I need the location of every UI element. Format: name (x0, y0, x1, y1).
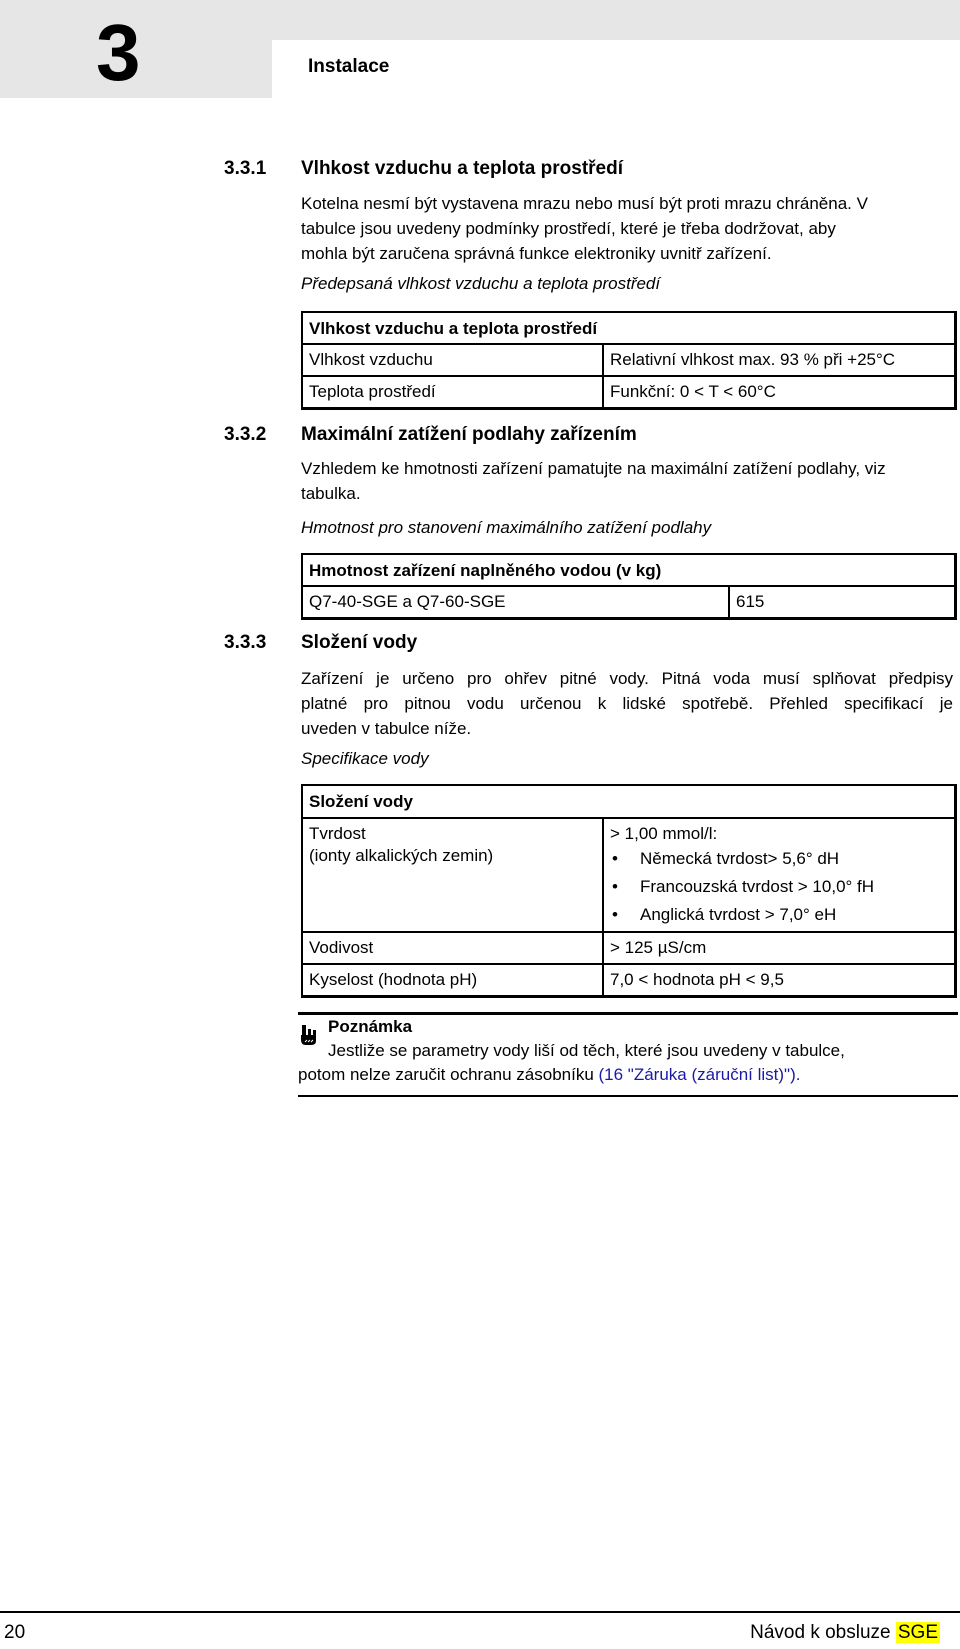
row-label (303, 819, 602, 931)
page-number: 20 (4, 1622, 26, 1643)
table-row (303, 933, 954, 965)
table-row (303, 345, 954, 377)
paragraph-line: mohla být zaručena správná funkce elektroniky uvnitř zařízení. (301, 244, 772, 263)
warranty-link[interactable]: (16 "Záruka (záruční list)"). (598, 1065, 801, 1084)
hardness-sublabel: (ionty alkalických zemin) (309, 846, 494, 865)
weight-table (301, 553, 957, 620)
row-value: > 125 µS/cm (610, 938, 707, 957)
doc-title: Návod k obsluze (750, 1622, 891, 1643)
chapter-number: 3 (96, 8, 141, 97)
row-label: Vlhkost vzduchu (309, 350, 433, 369)
note-title: Poznámka (328, 1017, 413, 1036)
hardness-label: Tvrdost (309, 824, 366, 843)
note-line: Jestliže se parametry vody liší od těch, které jsou uvedeny v tabulce, (328, 1041, 845, 1060)
list-item: • Francouzská tvrdost > 10,0° fH (610, 873, 948, 901)
paragraph-line: platné pro pitnou vodu určenou k lidské spotřebě. Přehled specifikací je (301, 694, 953, 713)
note-top-rule (298, 1012, 958, 1015)
paragraph-line: Zařízení je určeno pro ohřev pitné vody. Pitná voda musí splňovat předpisy (301, 669, 953, 688)
table-row (303, 819, 954, 933)
table-row (303, 377, 954, 407)
note-line (298, 1063, 938, 1087)
section-paragraph (301, 456, 960, 506)
table-header: Hmotnost zařízení naplněného vodou (v kg) (309, 561, 662, 580)
table-header: Složení vody (309, 792, 413, 811)
paragraph-line: Kotelna nesmí být vystavena mrazu nebo musí být proti mrazu chráněna. V (301, 194, 868, 213)
list-item: • Německá tvrdost> 5,6° dH (610, 845, 948, 873)
row-label: Teplota prostředí (309, 382, 436, 401)
section-title: Vlhkost vzduchu a teplota prostředí (301, 158, 623, 179)
row-value: Relativní vlhkost max. 93 % při +25°C (610, 350, 896, 369)
row-label: Q7-40-SGE a Q7-60-SGE (309, 592, 506, 611)
table-row (303, 965, 954, 995)
row-label: Vodivost (309, 938, 374, 957)
hardness-list (610, 845, 948, 929)
brand-name: SGE (897, 1622, 938, 1643)
row-value (604, 819, 954, 931)
section-paragraph (301, 666, 953, 741)
row-label: Kyselost (hodnota pH) (309, 970, 478, 989)
table-row (303, 587, 954, 617)
table-caption: Specifikace vody (301, 749, 429, 768)
section-title: Maximální zatížení podlahy zařízením (301, 424, 637, 445)
row-value: Funkční: 0 < T < 60°C (610, 382, 776, 401)
paragraph-line: tabulce jsou uvedeny podmínky prostředí, které je třeba dodržovat, aby (301, 219, 836, 238)
section-paragraph (301, 191, 941, 266)
water-composition-table (301, 784, 957, 998)
paragraph-line: Vzhledem ke hmotnosti zařízení pamatujte na maximální zatížení podlahy, viz (301, 459, 886, 478)
table-header-row (303, 786, 954, 819)
table-header-row (303, 313, 954, 345)
note-bottom-rule (298, 1095, 958, 1097)
row-value: 7,0 < hodnota pH < 9,5 (610, 970, 784, 989)
table-caption: Hmotnost pro stanovení maximálního zatížení podlahy (301, 518, 712, 537)
section-number: 3.3.3 (224, 632, 267, 653)
footer-rule (0, 1611, 960, 1613)
table-caption: Předepsaná vlhkost vzduchu a teplota prostředí (301, 274, 661, 293)
paragraph-line: tabulka. (301, 484, 361, 503)
paragraph-line: uveden v tabulce níže. (301, 719, 472, 738)
document-name (750, 1622, 940, 1644)
section-number: 3.3.2 (224, 424, 267, 445)
note-line-text: potom nelze zaručit ochranu zásobníku (298, 1065, 599, 1084)
section-number: 3.3.1 (224, 158, 267, 179)
table-header: Vlhkost vzduchu a teplota prostředí (309, 319, 598, 338)
table-header-row (303, 555, 954, 587)
header-strip (272, 0, 960, 40)
row-value: 615 (736, 592, 765, 611)
hardness-value: > 1,00 mmol/l: (610, 824, 718, 843)
list-item: • Anglická tvrdost > 7,0° eH (610, 901, 948, 929)
note-text (298, 1039, 938, 1087)
chapter-title: Instalace (308, 56, 390, 77)
section-title: Složení vody (301, 632, 418, 653)
humidity-temperature-table (301, 311, 957, 410)
